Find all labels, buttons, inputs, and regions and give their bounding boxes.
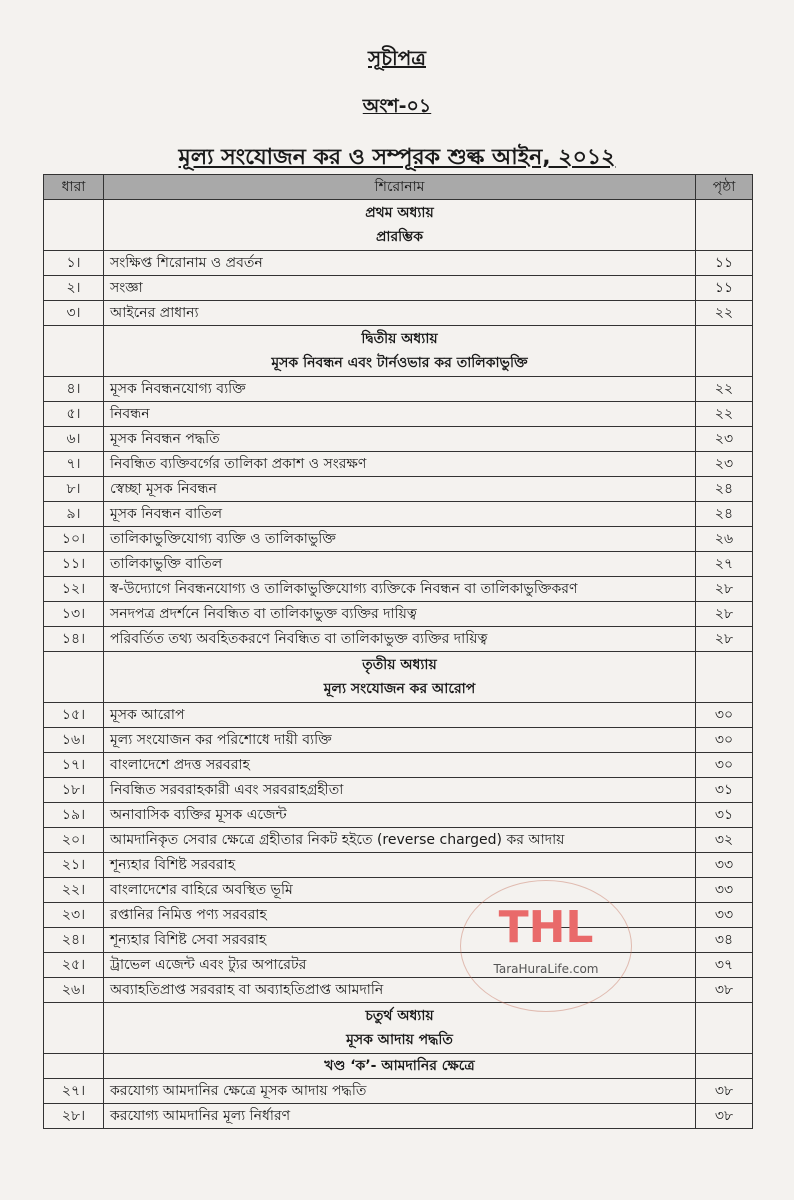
section-title: রপ্তানির নিমিত্ত পণ্য সরবরাহ <box>104 903 696 928</box>
page-number: ২৮ <box>696 577 753 602</box>
table-row[interactable] <box>44 953 753 978</box>
page-number: ২৮ <box>696 602 753 627</box>
table-header <box>44 175 753 200</box>
section-title: মূসক নিবন্ধনযোগ্য ব্যক্তি <box>104 377 696 402</box>
chapter-subtitle: মূল্য সংযোজন কর আরোপ <box>323 681 476 697</box>
section-title: শূন্যহার বিশিষ্ট সেবা সরবরাহ <box>104 928 696 953</box>
section-title: সংক্ষিপ্ত শিরোনাম ও প্রবর্তন <box>104 251 696 276</box>
page-number: ৩৩ <box>696 903 753 928</box>
subsection-heading: খণ্ড ‘ক’- আমদানির ক্ষেত্রে <box>104 1054 696 1079</box>
section-number: ১৮। <box>44 778 104 803</box>
page-number: ৩৪ <box>696 928 753 953</box>
empty-cell <box>44 652 104 703</box>
table-row[interactable] <box>44 978 753 1003</box>
page-number: ২৩ <box>696 452 753 477</box>
page-number: ৩২ <box>696 828 753 853</box>
section-number: ২৫। <box>44 953 104 978</box>
section-number: ২৬। <box>44 978 104 1003</box>
table-row[interactable] <box>44 577 753 602</box>
section-title: স্বেচ্ছা মূসক নিবন্ধন <box>104 477 696 502</box>
section-number: ৩। <box>44 301 104 326</box>
section-title: নিবন্ধিত ব্যক্তিবর্গের তালিকা প্রকাশ ও সংরক্ষণ <box>104 452 696 477</box>
page-number: ৩৮ <box>696 978 753 1003</box>
section-title: শূন্যহার বিশিষ্ট সরবরাহ <box>104 853 696 878</box>
table-row[interactable] <box>44 1079 753 1104</box>
section-number: ১৪। <box>44 627 104 652</box>
table-row[interactable] <box>44 627 753 652</box>
watermark-logo: THL <box>498 902 594 953</box>
section-title: নিবন্ধন <box>104 402 696 427</box>
section-title: নিবন্ধিত সরবরাহকারী এবং সরবরাহগ্রহীতা <box>104 778 696 803</box>
watermark-site: TaraHuraLife.com <box>493 962 599 976</box>
page-number: ৩১ <box>696 778 753 803</box>
header-section: ধারা <box>44 175 104 200</box>
table-row[interactable] <box>44 402 753 427</box>
section-title: অনাবাসিক ব্যক্তির মূসক এজেন্ট <box>104 803 696 828</box>
section-title: মূল্য সংযোজন কর পরিশোধে দায়ী ব্যক্তি <box>104 728 696 753</box>
table-row[interactable] <box>44 703 753 728</box>
section-title: বাংলাদেশে প্রদত্ত সরবরাহ <box>104 753 696 778</box>
table-row[interactable] <box>44 276 753 301</box>
page-number: ৩৮ <box>696 1079 753 1104</box>
table-row[interactable] <box>44 778 753 803</box>
empty-cell <box>44 1054 104 1079</box>
table-row[interactable] <box>44 928 753 953</box>
table-row[interactable] <box>44 502 753 527</box>
page-number: ২৩ <box>696 427 753 452</box>
section-number: ১০। <box>44 527 104 552</box>
chapter-heading <box>104 200 696 251</box>
page-number: ২২ <box>696 301 753 326</box>
table-row[interactable] <box>44 602 753 627</box>
section-number: ২৪। <box>44 928 104 953</box>
section-number: ২০। <box>44 828 104 853</box>
page-number: ১১ <box>696 251 753 276</box>
contents-heading: সূচীপত্র <box>368 46 426 70</box>
table-row[interactable] <box>44 552 753 577</box>
section-title: আমদানিকৃত সেবার ক্ষেত্রে গ্রহীতার নিকট হইতে (reverse charged) কর আদায় <box>104 828 696 853</box>
chapter-heading <box>104 326 696 377</box>
empty-cell <box>696 1054 753 1079</box>
page-number: ৩০ <box>696 703 753 728</box>
section-number: ১১। <box>44 552 104 577</box>
page-number: ২৬ <box>696 527 753 552</box>
table-row[interactable] <box>44 878 753 903</box>
page-number: ৩৩ <box>696 853 753 878</box>
page-number: ৩১ <box>696 803 753 828</box>
section-number: ৬। <box>44 427 104 452</box>
empty-cell <box>696 1003 753 1054</box>
section-title: করযোগ্য আমদানির মূল্য নির্ধারণ <box>104 1104 696 1129</box>
page-number: ৩৩ <box>696 878 753 903</box>
table-row[interactable] <box>44 903 753 928</box>
section-number: ১। <box>44 251 104 276</box>
chapter-subtitle: মূসক নিবন্ধন এবং টার্নওভার কর তালিকাভুক্তি <box>271 355 528 371</box>
chapter-heading <box>104 1003 696 1054</box>
page-number: ৩০ <box>696 728 753 753</box>
section-number: ১৯। <box>44 803 104 828</box>
page-number: ৩৮ <box>696 1104 753 1129</box>
table-row[interactable] <box>44 853 753 878</box>
section-title: মূসক নিবন্ধন বাতিল <box>104 502 696 527</box>
empty-cell <box>44 1003 104 1054</box>
section-number: ৭। <box>44 452 104 477</box>
page-number: ৩৭ <box>696 953 753 978</box>
empty-cell <box>44 200 104 251</box>
table-row[interactable] <box>44 527 753 552</box>
chapter-title: তৃতীয় অধ্যায় <box>362 657 437 673</box>
section-number: ৪। <box>44 377 104 402</box>
empty-cell <box>696 326 753 377</box>
page-number: ৩০ <box>696 753 753 778</box>
section-number: ৯। <box>44 502 104 527</box>
page-number: ২৮ <box>696 627 753 652</box>
page-number: ২৭ <box>696 552 753 577</box>
table-row[interactable] <box>44 753 753 778</box>
section-title: মূসক নিবন্ধন পদ্ধতি <box>104 427 696 452</box>
section-number: ২। <box>44 276 104 301</box>
section-number: ৮। <box>44 477 104 502</box>
table-row[interactable] <box>44 301 753 326</box>
empty-cell <box>44 326 104 377</box>
section-title: মূসক আরোপ <box>104 703 696 728</box>
header-title: শিরোনাম <box>104 175 696 200</box>
chapter-row <box>44 200 753 251</box>
section-number: ১২। <box>44 577 104 602</box>
table-row[interactable] <box>44 828 753 853</box>
subsection-row <box>44 1054 753 1079</box>
section-title: তালিকাভুক্তি বাতিল <box>104 552 696 577</box>
section-number: ১৫। <box>44 703 104 728</box>
chapter-title: প্রথম অধ্যায় <box>365 205 434 221</box>
chapter-subtitle: প্রারম্ভিক <box>375 229 424 245</box>
section-title: সংজ্ঞা <box>104 276 696 301</box>
contents-table <box>43 174 753 1129</box>
table-row[interactable] <box>44 251 753 276</box>
chapter-subtitle: মূসক আদায় পদ্ধতি <box>346 1032 453 1048</box>
section-title: বাংলাদেশের বাহিরে অবস্থিত ভূমি <box>104 878 696 903</box>
page-number: ২৪ <box>696 477 753 502</box>
table-row[interactable] <box>44 377 753 402</box>
section-number: ১৩। <box>44 602 104 627</box>
chapter-row <box>44 1003 753 1054</box>
section-number: ৫। <box>44 402 104 427</box>
section-title: অব্যাহতিপ্রাপ্ত সরবরাহ বা অব্যাহতিপ্রাপ্ত আমদানি <box>104 978 696 1003</box>
section-number: ২১। <box>44 853 104 878</box>
chapter-title: চতুর্থ অধ্যায় <box>365 1008 434 1024</box>
page-number: ১১ <box>696 276 753 301</box>
chapter-title: দ্বিতীয় অধ্যায় <box>361 331 438 347</box>
table-row[interactable] <box>44 1104 753 1129</box>
section-title: করযোগ্য আমদানির ক্ষেত্রে মূসক আদায় পদ্ধতি <box>104 1079 696 1104</box>
section-number: ১৭। <box>44 753 104 778</box>
page-number: ২২ <box>696 402 753 427</box>
page-number: ২৪ <box>696 502 753 527</box>
section-number: ১৬। <box>44 728 104 753</box>
empty-cell <box>696 652 753 703</box>
table-row[interactable] <box>44 477 753 502</box>
section-title: সনদপত্র প্রদর্শনে নিবন্ধিত বা তালিকাভুক্ত ব্যক্তির দায়িত্ব <box>104 602 696 627</box>
chapter-row <box>44 326 753 377</box>
table-row[interactable] <box>44 427 753 452</box>
section-number: ২২। <box>44 878 104 903</box>
empty-cell <box>696 200 753 251</box>
section-title: আইনের প্রাধান্য <box>104 301 696 326</box>
section-number: ২৭। <box>44 1079 104 1104</box>
section-title: তালিকাভুক্তিযোগ্য ব্যক্তি ও তালিকাভুক্তি <box>104 527 696 552</box>
section-number: ২৩। <box>44 903 104 928</box>
chapter-row <box>44 652 753 703</box>
table-row[interactable] <box>44 452 753 477</box>
table-row[interactable] <box>44 728 753 753</box>
table-row[interactable] <box>44 803 753 828</box>
section-title: স্ব-উদ্যোগে নিবন্ধনযোগ্য ও তালিকাভুক্তিযোগ্য ব্যক্তিকে নিবন্ধন বা তালিকাভুক্তিকরণ <box>104 577 696 602</box>
section-title: ট্রাভেল এজেন্ট এবং ট্যুর অপারেটর <box>104 953 696 978</box>
part-heading: অংশ-০১ <box>362 95 432 117</box>
act-title: মূল্য সংযোজন কর ও সম্পূরক শুল্ক আইন, ২০১২ <box>178 145 616 170</box>
page-number: ২২ <box>696 377 753 402</box>
header-page: পৃষ্ঠা <box>696 175 753 200</box>
section-title: পরিবর্তিত তথ্য অবহিতকরণে নিবন্ধিত বা তালিকাভুক্ত ব্যক্তির দায়িত্ব <box>104 627 696 652</box>
chapter-heading <box>104 652 696 703</box>
section-number: ২৮। <box>44 1104 104 1129</box>
